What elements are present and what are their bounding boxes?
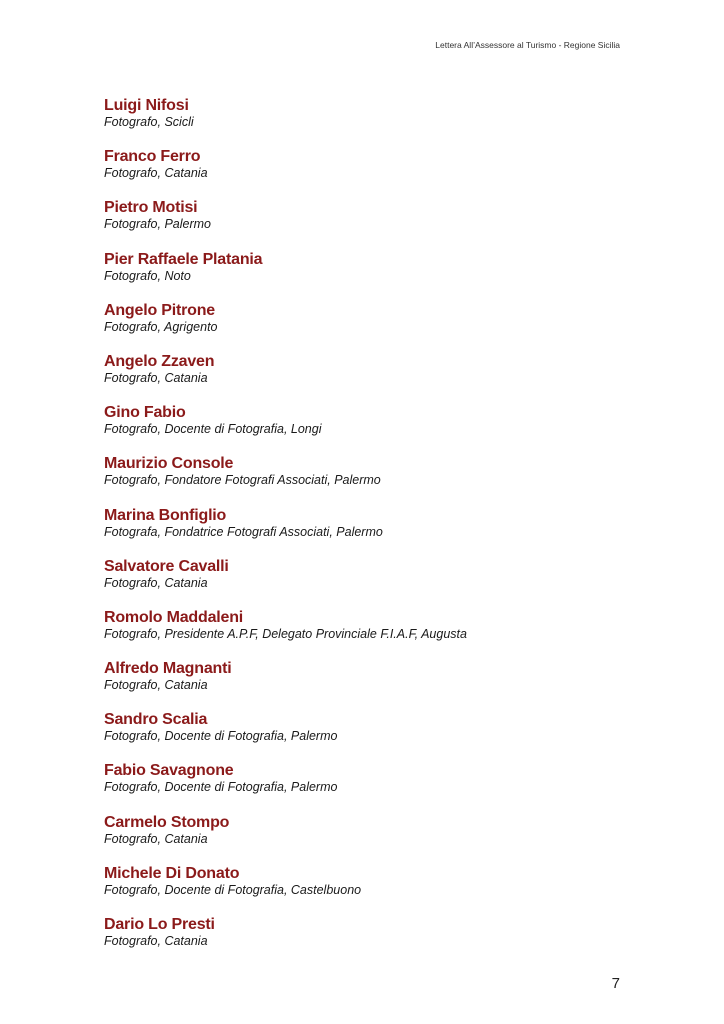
- person-description: Fotografo, Docente di Fotografia, Castelbuono: [104, 882, 362, 897]
- person-name: Alfredo Magnanti: [104, 660, 232, 678]
- person-description: Fotografo, Catania: [104, 370, 208, 385]
- person-entry: [104, 915, 664, 966]
- person-name: Sandro Scalia: [104, 711, 208, 729]
- person-description: Fotografo, Presidente A.P.F, Delegato Provinciale F.I.A.F, Augusta: [104, 626, 467, 641]
- person-description: Fotografo, Docente di Fotografia, Palermo: [104, 780, 338, 795]
- person-description: Fotografo, Noto: [104, 268, 191, 283]
- person-entry: [104, 301, 664, 352]
- person-name: Luigi Nifosi: [104, 97, 189, 114]
- person-name: Dario Lo Presti: [104, 916, 215, 933]
- person-name: Salvatore Cavalli: [104, 557, 229, 575]
- person-entry: [104, 454, 664, 505]
- person-entry: [104, 761, 664, 812]
- people-list: [104, 96, 664, 966]
- person-entry: [104, 864, 664, 915]
- person-name: Romolo Maddaleni: [104, 608, 244, 626]
- person-entry: [104, 403, 664, 454]
- person-description: Fotografo, Docente di Fotografia, Palermo: [104, 729, 338, 744]
- person-entry: [104, 198, 664, 249]
- person-entry: [104, 813, 664, 864]
- person-entry: [104, 506, 664, 557]
- person-entry: [104, 352, 664, 403]
- person-name: Pier Raffaele Platania: [104, 250, 263, 268]
- person-description: Fotografo, Catania: [104, 831, 208, 846]
- page-number: 7: [611, 975, 620, 992]
- person-entry: [104, 557, 664, 608]
- person-description: Fotografo, Catania: [104, 166, 208, 181]
- person-name: Michele Di Donato: [104, 864, 240, 882]
- page-header: Lettera All’Assessore al Turismo - Regione Sicilia: [435, 40, 620, 50]
- person-entry: [104, 659, 664, 710]
- person-name: Franco Ferro: [104, 148, 201, 166]
- person-description: Fotografo, Catania: [104, 934, 208, 948]
- person-description: Fotografo, Catania: [104, 575, 208, 590]
- person-name: Carmelo Stompo: [104, 813, 230, 831]
- person-name: Marina Bonfiglio: [104, 506, 227, 524]
- person-name: Angelo Zzaven: [104, 352, 215, 370]
- person-description: Fotografo, Agrigento: [104, 319, 218, 334]
- person-description: Fotografo, Scicli: [104, 115, 194, 129]
- person-name: Fabio Savagnone: [104, 762, 234, 780]
- person-description: Fotografa, Fondatrice Fotografi Associati, Palermo: [104, 524, 383, 539]
- person-name: Maurizio Console: [104, 455, 234, 473]
- person-description: Fotografo, Palermo: [104, 217, 211, 232]
- person-name: Gino Fabio: [104, 404, 186, 422]
- person-description: Fotografo, Docente di Fotografia, Longi: [104, 422, 322, 437]
- person-entry: [104, 250, 664, 301]
- person-description: Fotografo, Catania: [104, 678, 208, 693]
- person-entry: [104, 710, 664, 761]
- person-entry: [104, 608, 664, 659]
- person-name: Angelo Pitrone: [104, 301, 215, 319]
- person-entry: [104, 147, 664, 198]
- person-name: Pietro Motisi: [104, 199, 198, 217]
- person-description: Fotografo, Fondatore Fotografi Associati, Palermo: [104, 473, 381, 488]
- person-entry: [104, 96, 664, 147]
